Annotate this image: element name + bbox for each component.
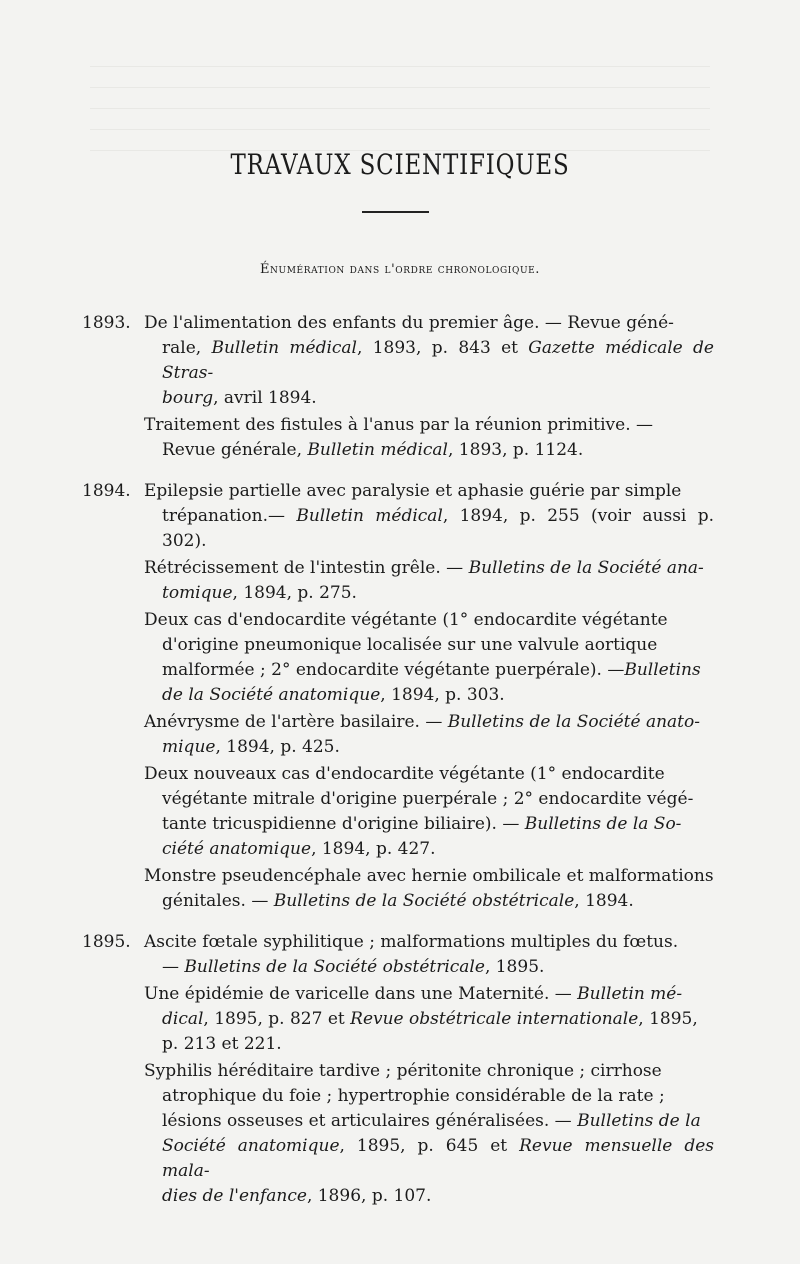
entry-line: de la Société anatomique, 1894, p. 303.	[162, 685, 505, 705]
entry-line: Traitement des fistules à l'anus par la réunion primitive. —	[144, 415, 654, 435]
entry-line: lésions osseuses et articulaires généralisées. — Bulletins de la	[162, 1111, 701, 1131]
bibliography-entry	[144, 608, 714, 708]
entry-line: mique, 1894, p. 425.	[162, 737, 340, 757]
entry-line: Une épidémie de varicelle dans une Maternité. — Bulletin mé-	[144, 984, 683, 1004]
entry-line: dical, 1895, p. 827 et Revue obstétricale internationale, 1895,	[162, 1009, 698, 1029]
entry-line: atrophique du foie ; hypertrophie considérable de la rate ;	[162, 1086, 665, 1106]
entry-line: Ascite fœtale syphilitique ; malformations multiples du fœtus.	[144, 932, 679, 952]
entry-line: De l'alimentation des enfants du premier âge. — Revue géné-	[144, 313, 674, 333]
entry-line: tomique, 1894, p. 275.	[162, 583, 357, 603]
entry-line: génitales. — Bulletins de la Société obstétricale, 1894.	[162, 891, 634, 911]
entry-line: dies de l'enfance, 1896, p. 107.	[162, 1186, 432, 1206]
entry-line: Société anatomique, 1895, p. 645 et Revue mensuelle des mala-	[162, 1136, 715, 1181]
title-rule	[362, 211, 429, 213]
bibliography-entry	[144, 413, 714, 463]
entry-line: d'origine pneumonique localisée sur une valvule aortique	[162, 635, 658, 655]
year-label: 1893.	[82, 313, 131, 333]
page-subtitle: Énumération dans l'ordre chronologique.	[259, 262, 541, 277]
entry-line: Epilepsie partielle avec paralysie et aphasie guérie par simple	[144, 481, 682, 501]
bibliography-entry	[144, 479, 714, 554]
bibliography-list	[82, 311, 714, 1225]
entry-line: rale, Bulletin médical, 1893, p. 843 et Gazette médicale de Stras-	[162, 338, 714, 383]
bibliography-entry	[144, 1059, 714, 1209]
entry-line: végétante mitrale d'origine puerpérale ; 2° endocardite végé-	[162, 789, 694, 809]
entry-line: Deux cas d'endocardite végétante (1° endocardite végétante	[144, 610, 668, 630]
entry-line: ciété anatomique, 1894, p. 427.	[162, 839, 436, 859]
year-label: 1894.	[82, 481, 131, 501]
year-block	[82, 930, 714, 1211]
entry-line: trépanation.— Bulletin médical, 1894, p. 255 (voir aussi p. 302).	[162, 506, 714, 551]
entry-line: Rétrécissement de l'intestin grêle. — Bulletins de la Société ana-	[144, 558, 704, 578]
year-block	[82, 479, 714, 916]
bibliography-entry	[144, 762, 714, 862]
bibliography-entry	[144, 864, 714, 914]
page-title: TRAVAUX SCIENTIFIQUES	[230, 148, 570, 181]
entry-line: Anévrysme de l'artère basilaire. — Bulletins de la Société anato-	[144, 712, 700, 732]
entry-line: bourg, avril 1894.	[162, 388, 317, 408]
bibliography-entry	[144, 710, 714, 760]
entry-line: — Bulletins de la Société obstétricale, 1895.	[162, 957, 545, 977]
entry-line: malformée ; 2° endocardite végétante puerpérale). —Bulletins	[162, 660, 701, 680]
entry-line: Syphilis héréditaire tardive ; péritonite chronique ; cirrhose	[144, 1061, 662, 1081]
entry-line: Revue générale, Bulletin médical, 1893, p. 1124.	[162, 440, 584, 460]
entry-line: p. 213 et 221.	[162, 1034, 282, 1054]
bibliography-entry	[144, 930, 714, 980]
show-through-text	[90, 50, 710, 155]
bibliography-entry	[144, 311, 714, 411]
bibliography-entry	[144, 982, 714, 1057]
entry-line: Deux nouveaux cas d'endocardite végétante (1° endocardite	[144, 764, 665, 784]
bibliography-entry	[144, 556, 714, 606]
year-label: 1895.	[82, 932, 131, 952]
entry-line: tante tricuspidienne d'origine biliaire). — Bulletins de la So-	[162, 814, 682, 834]
entry-line: Monstre pseudencéphale avec hernie ombilicale et malformations	[144, 866, 714, 886]
year-block	[82, 311, 714, 465]
